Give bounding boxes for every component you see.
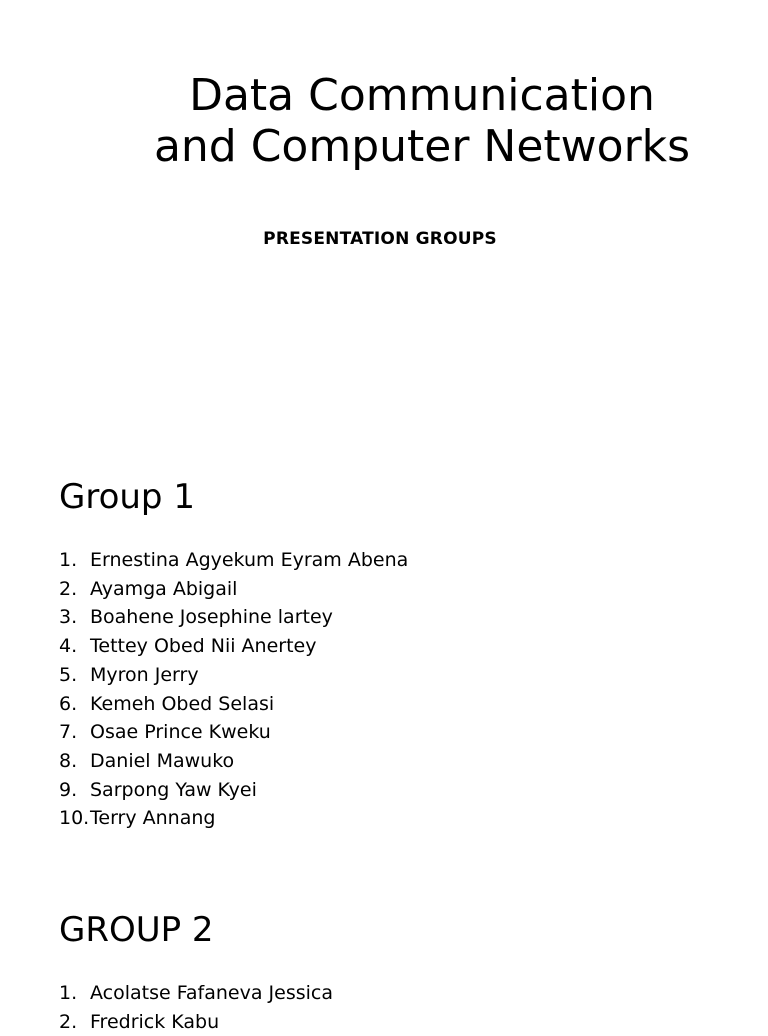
item-number: 1.: [59, 549, 78, 571]
item-number: 7.: [59, 721, 78, 744]
item-number: 1.: [59, 982, 78, 1004]
list-item: [59, 546, 408, 575]
group-1-heading: Group 1: [59, 477, 195, 517]
item-number: 4.: [59, 635, 78, 658]
member-name: Osae Prince Kweku: [90, 721, 271, 744]
item-number: 2.: [59, 577, 78, 600]
list-item: [59, 804, 408, 833]
member-name: Acolatse Fafaneva Jessica: [90, 982, 334, 1004]
list-item: [59, 603, 408, 632]
list-item: [59, 718, 408, 747]
item-number: 2.: [59, 1010, 78, 1033]
member-name: Tettey Obed Nii Anertey: [90, 635, 317, 658]
group-1-member-list: [59, 546, 408, 833]
group-2-member-list: [59, 979, 333, 1036]
member-name: Kemeh Obed Selasi: [90, 692, 275, 715]
member-name: Terry Annang: [90, 807, 216, 830]
document-title: [100, 70, 744, 172]
member-name: Fredrick Kabu: [90, 1010, 220, 1033]
list-item: [59, 979, 333, 1008]
item-number: 3.: [59, 606, 78, 629]
member-name: Ayamga Abigail: [90, 577, 238, 600]
member-name: Daniel Mawuko: [90, 749, 235, 772]
list-item: [59, 575, 408, 604]
item-number: 5.: [59, 663, 78, 686]
member-name: Myron Jerry: [90, 663, 199, 686]
item-number: 8.: [59, 749, 78, 772]
document-subtitle: PRESENTATION GROUPS: [263, 229, 497, 249]
title-line-2: and Computer Networks: [153, 121, 691, 172]
title-line-1: Data Communication: [189, 70, 655, 121]
member-name: Boahene Josephine lartey: [90, 606, 333, 629]
item-number: 6.: [59, 692, 78, 715]
list-item: [59, 1008, 333, 1036]
list-item: [59, 747, 408, 776]
list-item: [59, 776, 408, 805]
member-name: Sarpong Yaw Kyei: [90, 778, 257, 801]
member-name: Ernestina Agyekum Eyram Abena: [90, 549, 409, 571]
item-number: 10.: [59, 807, 90, 830]
group-2-heading: GROUP 2: [59, 910, 214, 950]
list-item: [59, 661, 408, 690]
list-item: [59, 690, 408, 719]
item-number: 9.: [59, 778, 78, 801]
list-item: [59, 632, 408, 661]
